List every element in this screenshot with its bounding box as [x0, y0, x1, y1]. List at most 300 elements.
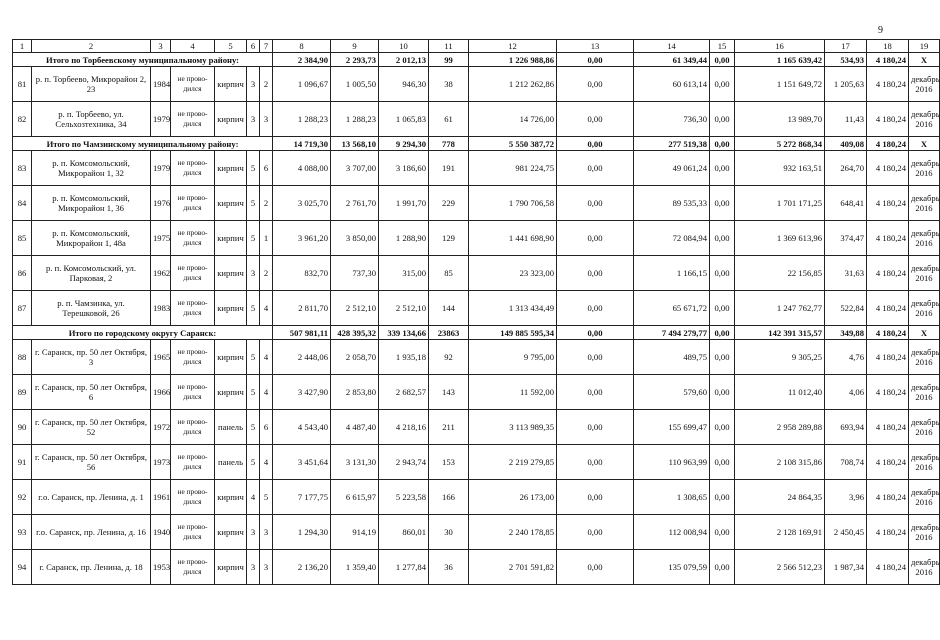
cell-c15: 0,00 — [710, 375, 735, 410]
cell-c16: 2 128 169,91 — [735, 515, 825, 550]
section-total-value: 5 272 868,34 — [735, 137, 825, 151]
column-number-cell: 9 — [331, 40, 379, 53]
cell-c9: 2 512,10 — [331, 291, 379, 326]
cell-c19: декабрь 2016 — [909, 186, 940, 221]
column-number-cell: 17 — [825, 40, 867, 53]
cell-c18: 4 180,24 — [867, 221, 909, 256]
section-total-value: 339 134,66 — [379, 326, 429, 340]
cell-c17: 11,43 — [825, 102, 867, 137]
section-total-value: 99 — [429, 53, 469, 67]
cell-n: 87 — [13, 291, 32, 326]
cell-mat: панель — [215, 445, 247, 480]
cell-c18: 4 180,24 — [867, 410, 909, 445]
cell-c11: 229 — [429, 186, 469, 221]
cell-c11: 92 — [429, 340, 469, 375]
cell-addr: р. п. Комсомольский, Микрорайон 1, 48а — [32, 221, 151, 256]
cell-c17: 648,41 — [825, 186, 867, 221]
cell-c16: 1 247 762,77 — [735, 291, 825, 326]
cell-c9: 3 131,30 — [331, 445, 379, 480]
cell-c12: 26 173,00 — [469, 480, 557, 515]
cell-c13: 0,00 — [557, 67, 634, 102]
cell-note: не прово-дился — [171, 445, 215, 480]
section-total-value: 7 494 279,77 — [634, 326, 710, 340]
cell-note: не прово-дился — [171, 340, 215, 375]
cell-c8: 1 294,30 — [273, 515, 331, 550]
page-number: 9 — [878, 25, 883, 36]
cell-c16: 932 163,51 — [735, 151, 825, 186]
column-number-cell: 6 — [247, 40, 260, 53]
cell-c16: 2 566 512,23 — [735, 550, 825, 585]
cell-c19: декабрь 2016 — [909, 102, 940, 137]
cell-c9: 1 359,40 — [331, 550, 379, 585]
column-number-cell: 15 — [710, 40, 735, 53]
cell-n: 81 — [13, 67, 32, 102]
cell-c16: 9 305,25 — [735, 340, 825, 375]
cell-c9: 6 615,97 — [331, 480, 379, 515]
cell-c11: 61 — [429, 102, 469, 137]
cell-year: 1976 — [151, 186, 171, 221]
cell-c8: 3 025,70 — [273, 186, 331, 221]
cell-c14: 72 084,94 — [634, 221, 710, 256]
cell-c15: 0,00 — [710, 340, 735, 375]
cell-c19: декабрь 2016 — [909, 515, 940, 550]
cell-note: не прово-дился — [171, 151, 215, 186]
section-total-value: 428 395,32 — [331, 326, 379, 340]
column-number-cell: 1 — [13, 40, 32, 53]
section-total-value: 0,00 — [557, 326, 634, 340]
section-total-value: 0,00 — [710, 53, 735, 67]
cell-c11: 36 — [429, 550, 469, 585]
cell-n: 88 — [13, 340, 32, 375]
column-number-cell: 2 — [32, 40, 151, 53]
cell-n: 86 — [13, 256, 32, 291]
cell-c14: 1 166,15 — [634, 256, 710, 291]
cell-c6: 5 — [247, 291, 260, 326]
cell-addr: г. Саранск, пр. 50 лет Октября, 52 — [32, 410, 151, 445]
cell-c13: 0,00 — [557, 480, 634, 515]
table-row — [13, 445, 940, 480]
cell-c14: 155 699,47 — [634, 410, 710, 445]
cell-c7: 6 — [260, 151, 273, 186]
cell-n: 82 — [13, 102, 32, 137]
cell-c14: 135 079,59 — [634, 550, 710, 585]
cell-c10: 1 991,70 — [379, 186, 429, 221]
section-total-value: 2 384,90 — [273, 53, 331, 67]
cell-c9: 3 850,00 — [331, 221, 379, 256]
cell-addr: р. п. Комсомольский, Микрорайон 1, 32 — [32, 151, 151, 186]
cell-c11: 85 — [429, 256, 469, 291]
cell-c16: 2 958 289,88 — [735, 410, 825, 445]
table-row — [13, 515, 940, 550]
cell-c16: 22 156,85 — [735, 256, 825, 291]
cell-c19: декабрь 2016 — [909, 445, 940, 480]
cell-c15: 0,00 — [710, 186, 735, 221]
cell-c10: 2 943,74 — [379, 445, 429, 480]
cell-c11: 30 — [429, 515, 469, 550]
column-number-header-row — [13, 40, 940, 53]
cell-c11: 144 — [429, 291, 469, 326]
cell-c13: 0,00 — [557, 102, 634, 137]
cell-year: 1975 — [151, 221, 171, 256]
cell-note: не прово-дился — [171, 410, 215, 445]
cell-c12: 1 313 434,49 — [469, 291, 557, 326]
section-total-value: 61 349,44 — [634, 53, 710, 67]
cell-mat: кирпич — [215, 550, 247, 585]
cell-note: не прово-дился — [171, 480, 215, 515]
cell-c14: 489,75 — [634, 340, 710, 375]
cell-c18: 4 180,24 — [867, 340, 909, 375]
cell-n: 84 — [13, 186, 32, 221]
section-total-value: 2 293,73 — [331, 53, 379, 67]
column-number-cell: 11 — [429, 40, 469, 53]
cell-note: не прово-дился — [171, 186, 215, 221]
cell-mat: кирпич — [215, 151, 247, 186]
column-number-cell: 16 — [735, 40, 825, 53]
cell-c17: 708,74 — [825, 445, 867, 480]
cell-c6: 5 — [247, 445, 260, 480]
cell-c10: 2 512,10 — [379, 291, 429, 326]
cell-n: 92 — [13, 480, 32, 515]
cell-c17: 31,63 — [825, 256, 867, 291]
table-row — [13, 102, 940, 137]
cell-c19: декабрь 2016 — [909, 291, 940, 326]
cell-c12: 2 701 591,82 — [469, 550, 557, 585]
cell-c12: 9 795,00 — [469, 340, 557, 375]
cell-c14: 112 008,94 — [634, 515, 710, 550]
cell-c7: 3 — [260, 102, 273, 137]
section-total-value: 507 981,11 — [273, 326, 331, 340]
section-total-value: 0,00 — [557, 137, 634, 151]
cell-c19: декабрь 2016 — [909, 375, 940, 410]
column-number-cell: 3 — [151, 40, 171, 53]
cell-addr: р. п. Чамзинка, ул. Терешковой, 26 — [32, 291, 151, 326]
cell-year: 1953 — [151, 550, 171, 585]
cell-year: 1979 — [151, 102, 171, 137]
section-total-value: 409,08 — [825, 137, 867, 151]
cell-note: не прово-дился — [171, 221, 215, 256]
cell-c12: 1 790 706,58 — [469, 186, 557, 221]
cell-c15: 0,00 — [710, 445, 735, 480]
cell-c13: 0,00 — [557, 375, 634, 410]
cell-c8: 7 177,75 — [273, 480, 331, 515]
cell-c18: 4 180,24 — [867, 67, 909, 102]
cell-c15: 0,00 — [710, 102, 735, 137]
section-total-value: 1 165 639,42 — [735, 53, 825, 67]
cell-mat: кирпич — [215, 256, 247, 291]
cell-c7: 1 — [260, 221, 273, 256]
cell-note: не прово-дился — [171, 291, 215, 326]
cell-c10: 3 186,60 — [379, 151, 429, 186]
section-total-value: 142 391 315,57 — [735, 326, 825, 340]
cell-note: не прово-дился — [171, 256, 215, 291]
cell-c11: 191 — [429, 151, 469, 186]
cell-c14: 89 535,33 — [634, 186, 710, 221]
cell-c17: 522,84 — [825, 291, 867, 326]
cell-year: 1979 — [151, 151, 171, 186]
cell-addr: р. п. Комсомольский, Микрорайон 1, 36 — [32, 186, 151, 221]
cell-c7: 2 — [260, 256, 273, 291]
section-total-value: X — [909, 53, 940, 67]
cell-c8: 2 136,20 — [273, 550, 331, 585]
section-total-label: Итого по городскому округу Саранск: — [13, 326, 273, 340]
cell-mat: кирпич — [215, 102, 247, 137]
section-total-value: 4 180,24 — [867, 137, 909, 151]
cell-c14: 65 671,72 — [634, 291, 710, 326]
cell-c11: 211 — [429, 410, 469, 445]
cell-c16: 1 369 613,96 — [735, 221, 825, 256]
cell-c10: 315,00 — [379, 256, 429, 291]
cell-c9: 2 058,70 — [331, 340, 379, 375]
section-total-value: 13 568,10 — [331, 137, 379, 151]
cell-c13: 0,00 — [557, 340, 634, 375]
section-total-row — [13, 137, 940, 151]
cell-c15: 0,00 — [710, 256, 735, 291]
cell-c6: 5 — [247, 221, 260, 256]
cell-c15: 0,00 — [710, 221, 735, 256]
cell-note: не прово-дился — [171, 102, 215, 137]
cell-c13: 0,00 — [557, 151, 634, 186]
cell-c7: 3 — [260, 515, 273, 550]
cell-c10: 1 935,18 — [379, 340, 429, 375]
table-row — [13, 186, 940, 221]
section-total-value: 277 519,38 — [634, 137, 710, 151]
cell-mat: кирпич — [215, 340, 247, 375]
cell-c7: 4 — [260, 445, 273, 480]
cell-note: не прово-дился — [171, 375, 215, 410]
cell-c17: 4,76 — [825, 340, 867, 375]
cell-c6: 3 — [247, 256, 260, 291]
column-number-cell: 13 — [557, 40, 634, 53]
section-total-value: 0,00 — [710, 137, 735, 151]
cell-c9: 2 853,80 — [331, 375, 379, 410]
cell-c19: декабрь 2016 — [909, 151, 940, 186]
cell-c7: 4 — [260, 375, 273, 410]
column-number-cell: 5 — [215, 40, 247, 53]
cell-c8: 2 811,70 — [273, 291, 331, 326]
cell-n: 89 — [13, 375, 32, 410]
cell-c8: 1 096,67 — [273, 67, 331, 102]
cell-c12: 2 219 279,85 — [469, 445, 557, 480]
cell-c12: 1 212 262,86 — [469, 67, 557, 102]
cell-c7: 2 — [260, 67, 273, 102]
cell-c18: 4 180,24 — [867, 445, 909, 480]
cell-year: 1966 — [151, 375, 171, 410]
cell-c17: 3,96 — [825, 480, 867, 515]
cell-c10: 1 277,84 — [379, 550, 429, 585]
cell-c14: 1 308,65 — [634, 480, 710, 515]
section-total-label: Итого по Чамзинскому муниципальному району: — [13, 137, 273, 151]
cell-c15: 0,00 — [710, 550, 735, 585]
cell-c18: 4 180,24 — [867, 151, 909, 186]
cell-c14: 579,60 — [634, 375, 710, 410]
section-total-row — [13, 326, 940, 340]
cell-year: 1965 — [151, 340, 171, 375]
cell-c19: декабрь 2016 — [909, 67, 940, 102]
cell-c19: декабрь 2016 — [909, 256, 940, 291]
cell-c13: 0,00 — [557, 256, 634, 291]
cell-c8: 2 448,06 — [273, 340, 331, 375]
cell-year: 1973 — [151, 445, 171, 480]
cell-mat: кирпич — [215, 480, 247, 515]
cell-n: 83 — [13, 151, 32, 186]
column-number-cell: 18 — [867, 40, 909, 53]
cell-note: не прово-дился — [171, 550, 215, 585]
cell-c17: 1 987,34 — [825, 550, 867, 585]
cell-c9: 914,19 — [331, 515, 379, 550]
cell-c13: 0,00 — [557, 445, 634, 480]
cell-c8: 3 427,90 — [273, 375, 331, 410]
cell-c15: 0,00 — [710, 151, 735, 186]
cell-c6: 4 — [247, 480, 260, 515]
cell-c6: 5 — [247, 410, 260, 445]
cell-mat: кирпич — [215, 515, 247, 550]
cell-c18: 4 180,24 — [867, 480, 909, 515]
cell-year: 1961 — [151, 480, 171, 515]
section-total-value: 14 719,30 — [273, 137, 331, 151]
column-number-cell: 12 — [469, 40, 557, 53]
cell-c19: декабрь 2016 — [909, 410, 940, 445]
section-total-value: X — [909, 137, 940, 151]
section-total-value: 534,93 — [825, 53, 867, 67]
cell-c18: 4 180,24 — [867, 256, 909, 291]
cell-n: 93 — [13, 515, 32, 550]
cell-c14: 49 061,24 — [634, 151, 710, 186]
cell-c18: 4 180,24 — [867, 186, 909, 221]
cell-c15: 0,00 — [710, 291, 735, 326]
cell-c7: 4 — [260, 340, 273, 375]
cell-addr: г. Саранск, пр. 50 лет Октября, 3 — [32, 340, 151, 375]
cell-c9: 737,30 — [331, 256, 379, 291]
cell-addr: г.о. Саранск, пр. Ленина, д. 16 — [32, 515, 151, 550]
column-number-cell: 4 — [171, 40, 215, 53]
cell-c14: 110 963,99 — [634, 445, 710, 480]
cell-year: 1940 — [151, 515, 171, 550]
section-total-value: 4 180,24 — [867, 53, 909, 67]
cell-note: не прово-дился — [171, 67, 215, 102]
cell-c13: 0,00 — [557, 221, 634, 256]
cell-c16: 2 108 315,86 — [735, 445, 825, 480]
cell-c6: 3 — [247, 515, 260, 550]
cell-addr: р. п. Торбеево, ул. Сельхозтехника, 34 — [32, 102, 151, 137]
cell-c11: 153 — [429, 445, 469, 480]
cell-addr: р. п. Торбеево, Микрорайон 2, 23 — [32, 67, 151, 102]
section-total-value: 1 226 988,86 — [469, 53, 557, 67]
column-number-cell: 8 — [273, 40, 331, 53]
cell-c17: 2 450,45 — [825, 515, 867, 550]
table-row — [13, 410, 940, 445]
cell-c7: 4 — [260, 291, 273, 326]
cell-c10: 2 682,57 — [379, 375, 429, 410]
cell-n: 91 — [13, 445, 32, 480]
cell-year: 1962 — [151, 256, 171, 291]
cell-c18: 4 180,24 — [867, 375, 909, 410]
cell-c10: 1 288,90 — [379, 221, 429, 256]
cell-c15: 0,00 — [710, 480, 735, 515]
section-total-value: 2 012,13 — [379, 53, 429, 67]
cell-c10: 1 065,83 — [379, 102, 429, 137]
cell-c9: 1 288,23 — [331, 102, 379, 137]
cell-mat: кирпич — [215, 291, 247, 326]
cell-c11: 38 — [429, 67, 469, 102]
cell-c13: 0,00 — [557, 291, 634, 326]
cell-c18: 4 180,24 — [867, 102, 909, 137]
cell-c12: 2 240 178,85 — [469, 515, 557, 550]
cell-c19: декабрь 2016 — [909, 550, 940, 585]
cell-c15: 0,00 — [710, 67, 735, 102]
cell-c13: 0,00 — [557, 410, 634, 445]
cell-c15: 0,00 — [710, 410, 735, 445]
section-total-value: 4 180,24 — [867, 326, 909, 340]
cell-mat: панель — [215, 410, 247, 445]
cell-c15: 0,00 — [710, 515, 735, 550]
cell-c19: декабрь 2016 — [909, 221, 940, 256]
cell-mat: кирпич — [215, 221, 247, 256]
cell-c6: 3 — [247, 102, 260, 137]
table-row — [13, 256, 940, 291]
cell-year: 1972 — [151, 410, 171, 445]
column-number-cell: 19 — [909, 40, 940, 53]
cell-mat: кирпич — [215, 186, 247, 221]
cell-c18: 4 180,24 — [867, 291, 909, 326]
cell-c7: 6 — [260, 410, 273, 445]
cell-c14: 60 613,14 — [634, 67, 710, 102]
table-row — [13, 480, 940, 515]
cell-c19: декабрь 2016 — [909, 340, 940, 375]
cell-mat: кирпич — [215, 375, 247, 410]
table-row — [13, 375, 940, 410]
cell-addr: г.о. Саранск, пр. Ленина, д. 1 — [32, 480, 151, 515]
section-total-value: 0,00 — [557, 53, 634, 67]
cell-c6: 5 — [247, 151, 260, 186]
cell-c18: 4 180,24 — [867, 550, 909, 585]
cell-c9: 2 761,70 — [331, 186, 379, 221]
section-total-value: 0,00 — [710, 326, 735, 340]
column-number-cell: 10 — [379, 40, 429, 53]
cell-c7: 2 — [260, 186, 273, 221]
cell-c7: 5 — [260, 480, 273, 515]
cell-c7: 3 — [260, 550, 273, 585]
cell-c10: 946,30 — [379, 67, 429, 102]
cell-c8: 4 088,00 — [273, 151, 331, 186]
cell-c17: 1 205,63 — [825, 67, 867, 102]
cell-n: 85 — [13, 221, 32, 256]
cell-c12: 23 323,00 — [469, 256, 557, 291]
cell-c17: 264,70 — [825, 151, 867, 186]
cell-c6: 3 — [247, 550, 260, 585]
section-total-value: 23863 — [429, 326, 469, 340]
table-row — [13, 151, 940, 186]
cell-c10: 860,01 — [379, 515, 429, 550]
cell-c16: 1 701 171,25 — [735, 186, 825, 221]
cell-n: 90 — [13, 410, 32, 445]
table-row — [13, 291, 940, 326]
section-total-value: 5 550 387,72 — [469, 137, 557, 151]
table-row — [13, 221, 940, 256]
table-body — [13, 40, 940, 585]
cell-c18: 4 180,24 — [867, 515, 909, 550]
cell-c14: 736,30 — [634, 102, 710, 137]
cell-c17: 4,06 — [825, 375, 867, 410]
cell-c11: 166 — [429, 480, 469, 515]
cell-n: 94 — [13, 550, 32, 585]
cell-c6: 5 — [247, 375, 260, 410]
cell-c16: 13 989,70 — [735, 102, 825, 137]
cell-c6: 5 — [247, 340, 260, 375]
cell-c16: 11 012,40 — [735, 375, 825, 410]
cell-c12: 3 113 989,35 — [469, 410, 557, 445]
cell-c19: декабрь 2016 — [909, 480, 940, 515]
cell-c12: 11 592,00 — [469, 375, 557, 410]
